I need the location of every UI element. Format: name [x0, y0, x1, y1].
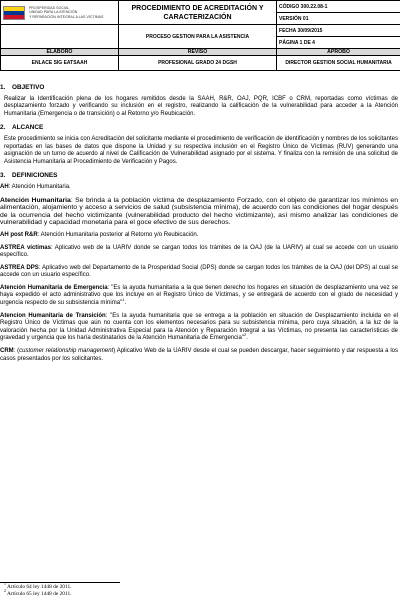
section-number: 3. [0, 172, 6, 180]
flag-stripe-red [4, 15, 24, 19]
document-body [0, 84, 398, 368]
definition-term: Atención Humanitaria [0, 196, 71, 204]
definition-text: : "Es la ayuda humanitaria que se entrega a la población en situación de Desplazamiento incluida en el Registro Único de Víctimas que aún no cuenta con los elementos necesarios para su subsistencia mínima, pero cuya situación, a la luz de la valoración hecha por la Unidad Administrativa Especial para la Atención y Reparación Integral a las Víctimas, no presenta las características de gravedad y urgencia que los haría destinatarios de la Atención Humanitaria de Emergencia" [0, 312, 398, 342]
definition-ah-post-rr [0, 232, 398, 240]
document-title: PROCEDIMIENTO DE ACREDITACIÓN Y CARACTERIZACIÓN [119, 1, 277, 25]
footnote-text: Artículo 65 ley 1448 de 2011. [6, 591, 72, 597]
footnote-2 [4, 588, 72, 597]
definition-astrea-dps [0, 265, 398, 280]
definition-term: Atención Humanitaria de Emergencia [0, 284, 108, 291]
logo-line-2: UNIDAD PARA LA ATENCIÓN [29, 10, 78, 15]
definition-text: : Aplicativo web del Departamento de la Prosperidad Social (DPS) donde se cargan todos los trámites de la OAJ (del DPS) al cual se accede con un usuario específico. [0, 264, 398, 279]
definition-term: CRM [0, 348, 14, 355]
logo-text [29, 6, 103, 19]
section-number: 2. [0, 124, 6, 132]
footnote-1 [4, 581, 72, 590]
footnote-rule [0, 582, 120, 583]
definition-text: : Aplicativo web de la UARIV donde se cargan todos los trámites de la OAJ (de la UARIV) al cual se accede con un usuario específico. [0, 244, 398, 259]
document-code: CÓDIGO 300.22.08-1 [277, 1, 400, 13]
footnote-number: 2 [4, 588, 6, 594]
document-version: VERSIÓN 01 [277, 13, 400, 25]
definition-term: ASTREA víctimas [0, 244, 51, 251]
definition-text: ) Aplicativo Web de la UARIV desde el cual se pueden descargar, hacer seguimiento y dar respuesta a los casos presentados por los solicitantes. [0, 348, 398, 362]
definition-term: AH [0, 183, 9, 190]
section-definiciones-heading [0, 172, 398, 180]
definition-emergencia: Atención Humanitaria de Emergencia: "Es la ayuda humanitaria a la que tienen derecho los hogares en situación de desplazamiento una vez se haya expedido el acto administrativo que los incluye en el Registro Único de Víctimas, y se entregará de acuerdo con el grado de necesidad y urgencia respecto de su subsistencia mínima"$^1$. [0, 284, 398, 307]
footnote-ref: 2 [243, 332, 247, 338]
reviso-label: REVISÓ [119, 49, 277, 56]
elaboro-label: ELABORÓ [1, 49, 119, 56]
document-date: FECHA 30/09/2015 [277, 25, 400, 37]
definition-text: : "Es la ayuda humanitaria a la que tienen derecho los hogares en situación de desplazamiento una vez se haya expedido el acto administrativo que los incluye en el Registro Único de Víctimas, y se entregará de acuerdo con el grado de necesidad y urgencia respecto de su subsistencia mínima" [0, 284, 398, 307]
section-objetivo-heading [0, 84, 398, 92]
definition-text: : Se brinda a la población víctima de desplazamiento Forzado, con el objeto de garantizar los mínimos en alimentación, alojamiento y acceso a servicios de salud (subsistencia mínima), de acuerdo con las condiciones del hogar después de la ocurrencia del hecho victimizante (vulnerabilidad producto del hecho victimizante), así mismo analizar las condiciones de vulnerabilidad y capacidad monetaria para el goce efectivo de sus derechos. [0, 196, 398, 227]
section-title: OBJETIVO [12, 84, 45, 91]
definition-term: Atencion Humanitaria de Transición [0, 312, 106, 319]
aprobo-value: DIRECTOR GESTION SOCIAL HUMANITARIA [277, 56, 400, 71]
section-title: DEFINICIONES [12, 172, 58, 180]
document-header [0, 0, 400, 71]
section-objetivo-text: Realizar la Identificación plena de los hogares remitidos desde la SAAH, R&R, OAJ, PQR, ICBF o CRM, reportadas como víctimas de desplazamiento forzado y verificando su inclusión en el registro, realizando la calificación de la vulnerabilidad para acceder a la Atención Humanitaria (Emergencia o de transición) o al Retorno y/o Reubicación. [4, 95, 398, 117]
definition-term: ASTREA DPS [0, 264, 39, 271]
footnote-ref: 1 [122, 297, 125, 303]
footnote-text: Artículo 64 ley 1448 de 2011. [6, 584, 72, 590]
section-alcance-heading [0, 124, 398, 132]
logo-line-3: Y REPARACIÓN INTEGRAL A LAS VÍCTIMAS [29, 14, 104, 19]
definition-astrea-victimas [0, 245, 398, 260]
definition-ah [0, 184, 398, 192]
page-number: PÁGINA 1 DE 4 [277, 37, 400, 49]
section-alcance-text: Este procedimiento se inicia con Acreditación del solicitante mediante el procedimiento de verificación de identificación y nombres de los solicitantes reportadas en las bases de datos que dispone la Unidad y su respectiva inclusión en el Registro Único de Víctimas (RUV) generando una asignación de un turno de acuerdo al nivel de Calificación de Vulnerabilidad asignado por el sistema. Y finaliza con la remisión de una solicitud de Asistencia Humanitaria al Procedimiento de Verificación y Pagos. [4, 135, 398, 165]
logo-cell-lower [1, 25, 119, 49]
colombia-flag-icon [3, 6, 25, 20]
definition-crm [0, 348, 398, 363]
reviso-value: PROFESIONAL GRADO 24 DGSH [119, 56, 277, 71]
footnote-number: 1 [4, 581, 6, 587]
logo-line-1: PROSPERIDAD SOCIAL [29, 5, 70, 10]
section-title: ALCANCE [12, 124, 44, 132]
aprobo-label: APROBÓ [277, 49, 400, 56]
definition-transicion: Atencion Humanitaria de Transición: "Es la ayuda humanitaria que se entrega a la población en situación de Desplazamiento incluida en el Registro Único de Víctimas que aún no cuenta con los elementos necesarios para su subsistencia mínima, pero cuya situación, a la luz de la valoración hecha por la Unidad Administrativa Especial para la Atención y Reparación Integral a las Víctimas, no presenta las características de gravedad y urgencia que los haría destinatarios de la Atención Humanitaria de Emergencia"$^2$. [0, 312, 398, 342]
definition-italic: customer relationship management [19, 348, 114, 355]
section-number: 1. [0, 84, 6, 91]
logo-cell [1, 1, 119, 25]
elaboro-value: ENLACE SIG EATSAAH [1, 56, 119, 71]
definition-term: AH post R&R [0, 231, 38, 238]
definition-text: : Atención Humanitaria posterior al Retorno y/o Reubicación. [37, 231, 199, 238]
definition-atencion-humanitaria [0, 197, 398, 227]
definition-text: : Atención Humanitaria. [8, 183, 71, 190]
unidad-victimas-logo [3, 4, 116, 22]
process-name: PROCESO GESTION PARA LA ASISTENCIA [119, 25, 277, 49]
definition-text: : ( [13, 348, 20, 355]
